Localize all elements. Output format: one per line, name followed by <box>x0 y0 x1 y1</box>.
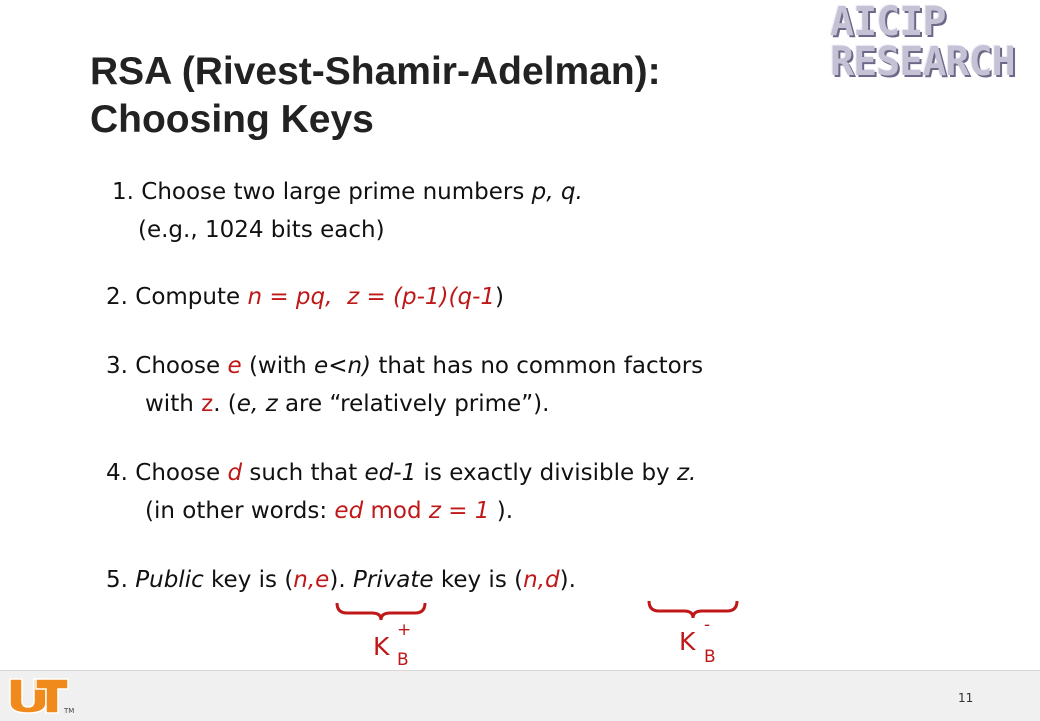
ut-logo-icon <box>6 677 70 715</box>
step-5-text-c: key is ( <box>203 567 294 593</box>
step-2-paren: ) <box>495 284 504 310</box>
step-5-text-e: ). <box>329 567 353 593</box>
step-3-e: e <box>227 353 242 379</box>
public-key-sup: + <box>397 620 412 640</box>
step-2-text: 2. Compute <box>106 284 248 310</box>
private-key-symbol <box>679 615 719 667</box>
step-3-e-lt-n: e<n) <box>314 353 372 379</box>
step-4-mod: mod <box>363 498 429 524</box>
private-key-brace <box>646 598 740 620</box>
step-4 <box>106 454 696 530</box>
step-5-text-g: key is ( <box>433 567 524 593</box>
trademark-mark: TM <box>64 707 75 715</box>
step-2 <box>106 278 504 316</box>
step-2-z: z = (p-1)(q-1 <box>347 284 496 310</box>
step-3 <box>106 347 703 423</box>
step-5-public: Public <box>135 567 204 593</box>
aicip-research-logo <box>830 2 1030 90</box>
page-number: 11 <box>958 691 974 705</box>
slide-title-line1: RSA (Rivest-Shamir-Adelman): <box>90 50 661 93</box>
step-1-note: (e.g., 1024 bits each) <box>138 217 385 243</box>
public-key-brace <box>334 600 428 622</box>
step-1 <box>112 173 583 249</box>
step-4-text-g: (in other words: <box>145 498 335 524</box>
logo-line1: AICIP <box>830 0 946 45</box>
step-4-d: d <box>227 460 243 486</box>
step-3-text-h: . ( <box>213 391 237 417</box>
step-4-z: z. <box>676 460 697 486</box>
footer-bar <box>0 670 1040 721</box>
step-5-text-i: ). <box>559 567 576 593</box>
step-3-z: z <box>201 391 214 417</box>
slide-title <box>90 48 661 144</box>
step-5-nd: n,d <box>523 567 560 593</box>
step-5-ne: n,e <box>293 567 330 593</box>
step-4-text-c: such that <box>242 460 365 486</box>
step-4-ed: ed <box>334 498 364 524</box>
step-4-z-eq-1: z = 1 <box>428 498 490 524</box>
step-3-text-f: with <box>145 391 202 417</box>
step-4-text-k: ). <box>489 498 514 524</box>
step-2-n: n = pq, <box>247 284 333 310</box>
private-key-sub: B <box>704 647 716 667</box>
private-key-sup: - <box>704 615 711 635</box>
slide-title-line2: Choosing Keys <box>90 98 374 141</box>
step-4-ed-1: ed-1 <box>364 460 417 486</box>
step-5-private: Private <box>352 567 434 593</box>
logo-line2: RESEARCH <box>830 39 1015 85</box>
step-3-text-j: are “relatively prime”). <box>277 391 550 417</box>
step-1-text: 1. Choose two large prime numbers <box>112 179 532 205</box>
step-3-text-a: 3. Choose <box>106 353 228 379</box>
step-4-text-e: is exactly divisible by <box>416 460 677 486</box>
public-key-sub: B <box>397 650 409 670</box>
public-key-base: K <box>373 632 390 661</box>
step-5 <box>106 561 576 599</box>
step-3-ez: e, z <box>236 391 278 417</box>
private-key-base: K <box>679 627 696 656</box>
step-5-text-a: 5. <box>106 567 136 593</box>
step-3-text-c: (with <box>241 353 315 379</box>
step-1-pq: p, q. <box>531 179 583 205</box>
step-4-text-a: 4. Choose <box>106 460 228 486</box>
public-key-symbol <box>373 620 413 670</box>
step-3-text-e: that has no common factors <box>371 353 704 379</box>
